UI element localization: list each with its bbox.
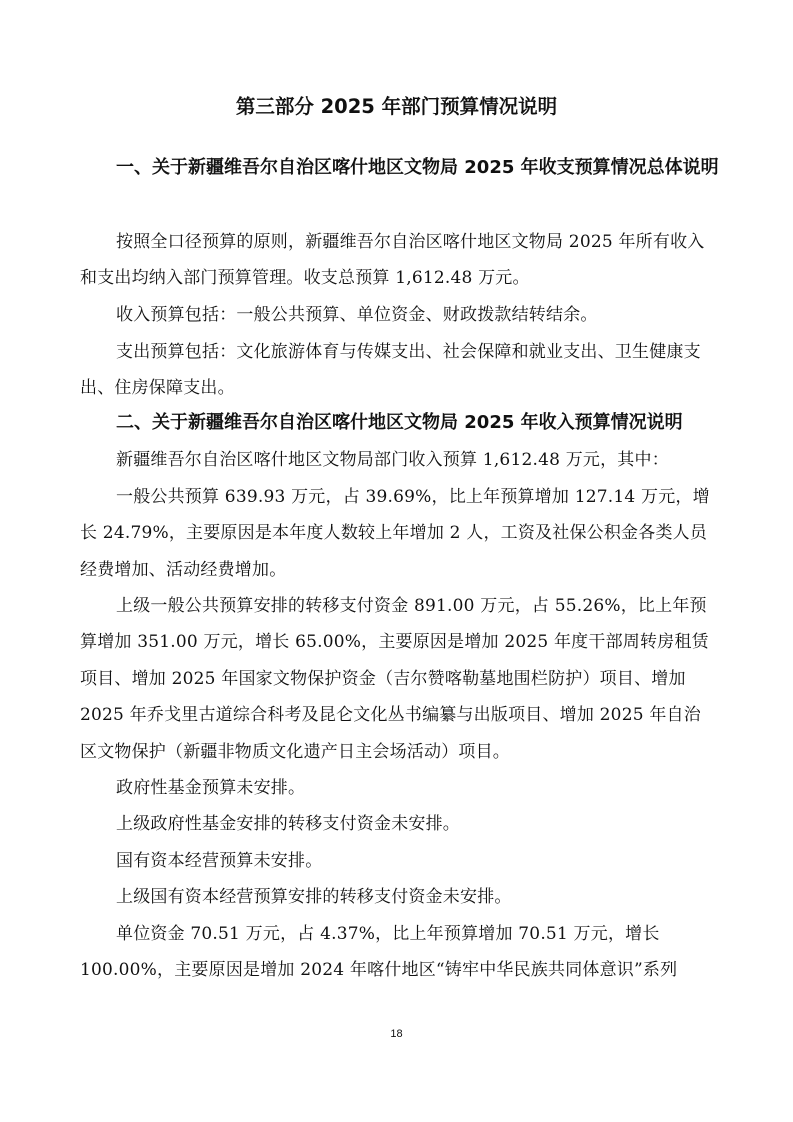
paragraph-gov-fund-transfer: 上级政府性基金安排的转移支付资金未安排。: [116, 814, 460, 834]
page-number: 18: [390, 1028, 403, 1040]
paragraph-general-budget: 一般公共预算 639.93 万元，占 39.69%，比上年预算增加 127.14 万元，增长 24.79%，主要原因是本年度人数较上年增加 2 人，工资及社保公积金各类人员经费增加、活动经费增加。: [80, 487, 710, 580]
paragraph-revenue-items: 收入预算包括：一般公共预算、单位资金、财政拨款结转结余。: [116, 305, 598, 325]
paragraph-expenditure-items: 支出预算包括：文化旅游体育与传媒支出、社会保障和就业支出、卫生健康支出、住房保障支出。: [80, 342, 701, 399]
paragraph-transfer-funds: 上级一般公共预算安排的转移支付资金 891.00 万元，占 55.26%，比上年预算增加 351.00 万元，增长 65.00%，主要原因是增加 2025 年度干部周转房租赁项目、增加 2025 年国家文物保护资金（吉尔赞喀勒墓地围栏防护）项目、增加 2025 年乔戈里古道综合科考及昆仑文化丛书编纂与出版项目、增加 2025 年自治区文物保护（新疆非物质文化遗产日主会场活动）项目。: [80, 596, 709, 762]
paragraph-state-capital-transfer: 上级国有资本经营预算安排的转移支付资金未安排。: [116, 887, 512, 907]
paragraph-scope: 按照全口径预算的原则，新疆维吾尔自治区喀什地区文物局 2025 年所有收入和支出均纳入部门预算管理。收支总预算 1,612.48 万元。: [80, 232, 705, 289]
paragraph-revenue-total: 新疆维吾尔自治区喀什地区文物局部门收入预算 1,612.48 万元，其中：: [116, 450, 669, 470]
section-heading-revenue: 二、关于新疆维吾尔自治区喀什地区文物局 2025 年收入预算情况说明: [116, 412, 683, 433]
paragraph-gov-fund: 政府性基金预算未安排。: [116, 778, 306, 798]
page-title: 第三部分 2025 年部门预算情况说明: [235, 95, 558, 118]
paragraph-unit-funds: 单位资金 70.51 万元，占 4.37%，比上年预算增加 70.51 万元，增长 100.00%，主要原因是增加 2024 年喀什地区“铸牢中华民族共同体意识”系列: [80, 924, 678, 981]
paragraph-state-capital: 国有资本经营预算未安排。: [116, 851, 323, 871]
section-heading-overall: 一、关于新疆维吾尔自治区喀什地区文物局 2025 年收支预算情况总体说明: [116, 157, 719, 178]
